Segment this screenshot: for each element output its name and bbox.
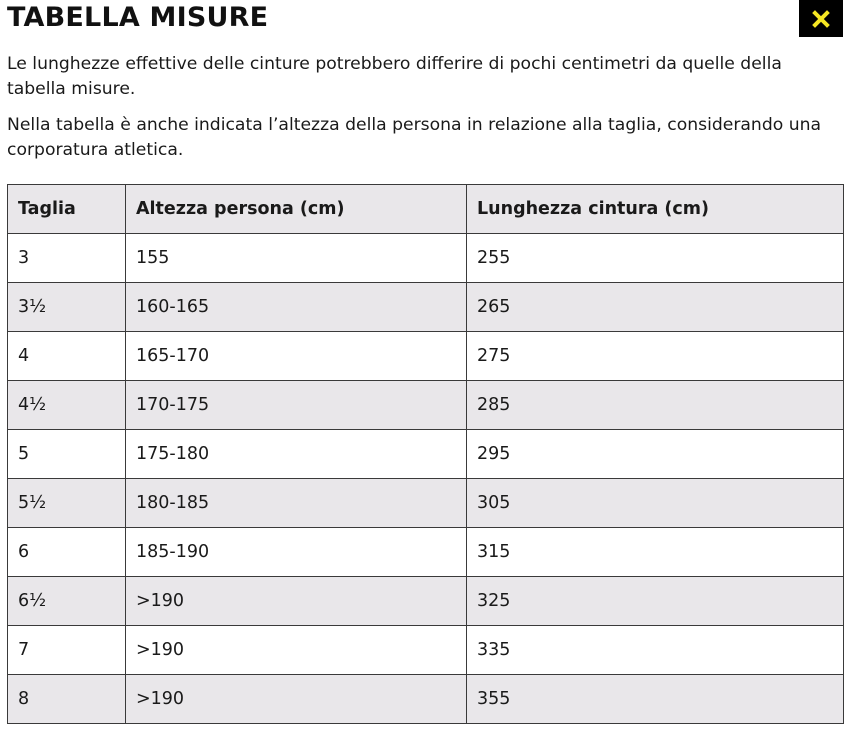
cell-size: 7 — [8, 626, 126, 675]
cell-height: >190 — [126, 626, 467, 675]
cell-height: 170-175 — [126, 381, 467, 430]
cell-belt-length: 295 — [467, 430, 844, 479]
cell-size: 3 — [8, 234, 126, 283]
table-row — [8, 430, 844, 479]
table-header-row — [8, 185, 844, 234]
cell-size: 4½ — [8, 381, 126, 430]
cell-height: 160-165 — [126, 283, 467, 332]
table-row — [8, 283, 844, 332]
cell-belt-length: 335 — [467, 626, 844, 675]
table-row — [8, 234, 844, 283]
table-row — [8, 577, 844, 626]
cell-height: 180-185 — [126, 479, 467, 528]
cell-size: 3½ — [8, 283, 126, 332]
cell-height: 175-180 — [126, 430, 467, 479]
cell-size: 5½ — [8, 479, 126, 528]
header-lunghezza: Lunghezza cintura (cm) — [467, 185, 844, 234]
cell-belt-length: 355 — [467, 675, 844, 724]
page-title: TABELLA MISURE — [7, 2, 269, 33]
cell-height: 185-190 — [126, 528, 467, 577]
cell-height: >190 — [126, 675, 467, 724]
cell-height: 165-170 — [126, 332, 467, 381]
table-row — [8, 381, 844, 430]
cell-size: 6½ — [8, 577, 126, 626]
intro-paragraph: Le lunghezze effettive delle cinture potrebbero differire di pochi centimetri da quelle della tabella misure. — [7, 54, 782, 99]
table-row — [8, 332, 844, 381]
table-row — [8, 479, 844, 528]
height-note-paragraph: Nella tabella è anche indicata l’altezza della persona in relazione alla taglia, considerando una corporatura atletica. — [7, 115, 822, 160]
table-row — [8, 528, 844, 577]
cell-size: 6 — [8, 528, 126, 577]
cell-size: 8 — [8, 675, 126, 724]
cell-belt-length: 265 — [467, 283, 844, 332]
header-altezza: Altezza persona (cm) — [126, 185, 467, 234]
table-row — [8, 626, 844, 675]
size-table — [7, 184, 844, 724]
table-row — [8, 675, 844, 724]
close-button[interactable] — [799, 0, 843, 37]
header-taglia: Taglia — [8, 185, 126, 234]
cell-belt-length: 325 — [467, 577, 844, 626]
cell-size: 4 — [8, 332, 126, 381]
cell-height: >190 — [126, 577, 467, 626]
cell-belt-length: 285 — [467, 381, 844, 430]
cell-belt-length: 305 — [467, 479, 844, 528]
cell-belt-length: 315 — [467, 528, 844, 577]
cell-height: 155 — [126, 234, 467, 283]
cell-size: 5 — [8, 430, 126, 479]
cell-belt-length: 275 — [467, 332, 844, 381]
close-icon — [812, 10, 830, 28]
cell-belt-length: 255 — [467, 234, 844, 283]
